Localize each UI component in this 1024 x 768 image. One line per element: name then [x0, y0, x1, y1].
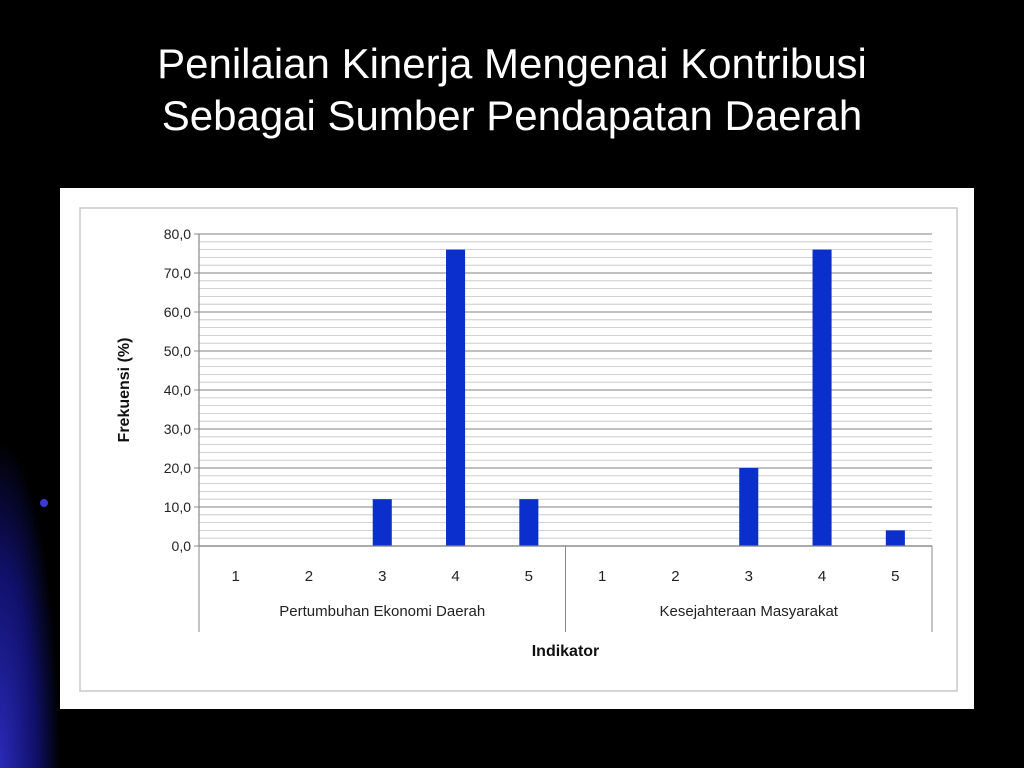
x-category-label: 1 — [231, 568, 240, 585]
x-category-label: 4 — [817, 568, 827, 585]
y-tick-label: 40,0 — [163, 382, 191, 398]
x-category-label: 5 — [891, 568, 900, 585]
y-tick-label: 60,0 — [163, 304, 191, 320]
y-tick-label: 70,0 — [163, 265, 191, 281]
bar — [373, 499, 392, 546]
bar — [886, 530, 905, 546]
y-tick-label: 20,0 — [163, 460, 191, 476]
bar — [739, 468, 758, 546]
x-category-label: 3 — [378, 568, 387, 585]
title-line-2: Sebagai Sumber Pendapatan Daerah — [161, 92, 863, 139]
title-line-1: Penilaian Kinerja Mengenai Kontribusi — [157, 40, 867, 87]
y-tick-label: 30,0 — [163, 421, 191, 437]
bar — [519, 499, 538, 546]
y-tick-label: 10,0 — [163, 499, 191, 515]
slide-title — [0, 38, 1024, 142]
x-category-label: 5 — [524, 568, 534, 585]
x-group-label: Pertumbuhan Ekonomi Daerah — [279, 603, 486, 620]
x-category-label: 2 — [671, 568, 680, 585]
swoosh-dot — [40, 499, 48, 507]
x-category-label: 3 — [744, 568, 753, 585]
bar-chart — [60, 188, 974, 709]
bar — [446, 250, 465, 546]
x-axis-title: Indikator — [531, 643, 600, 660]
y-tick-label: 80,0 — [163, 226, 191, 242]
y-tick-label: 50,0 — [163, 343, 191, 359]
x-category-label: 1 — [597, 568, 607, 585]
bar — [813, 250, 832, 546]
y-tick-label: 0,0 — [171, 538, 191, 554]
x-category-label: 2 — [304, 568, 314, 585]
y-axis-title: Frekuensi (%) — [116, 337, 133, 443]
swoosh-shape — [0, 440, 60, 768]
chart-panel — [60, 188, 974, 709]
x-group-label: Kesejahteraan Masyarakat — [659, 603, 838, 620]
x-category-label: 4 — [451, 568, 460, 585]
